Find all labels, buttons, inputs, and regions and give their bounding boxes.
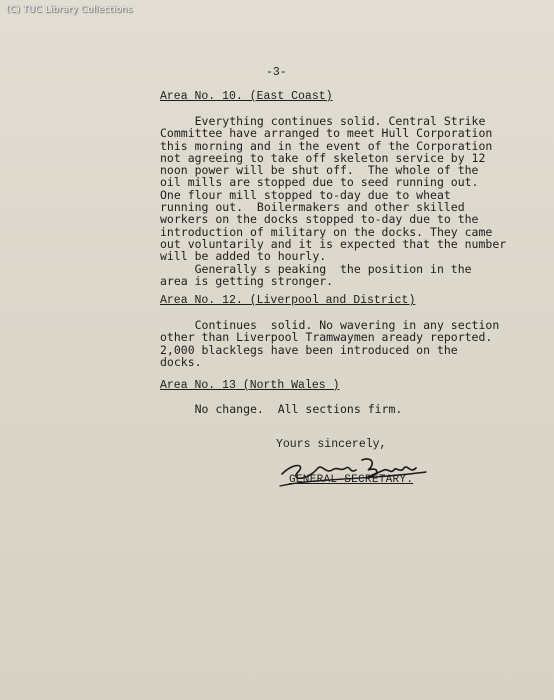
closing-salutation: Yours sincerely,: [276, 438, 387, 451]
section-body-area-12: Continues solid. No wavering in any section other than Liverpool Tramwaymen aready reported. 2,000 blacklegs have been introduced on the docks.: [160, 318, 500, 369]
section-body-area-13: No change. All sections firm.: [160, 402, 403, 416]
section-heading-area-13: Area No. 13 (North Wales ): [160, 379, 340, 392]
section-heading-area-12: Area No. 12. (Liverpool and District): [160, 294, 416, 307]
watermark: (C) TUC Library Collections: [6, 5, 133, 15]
page-number: -3-: [266, 66, 287, 79]
section-heading-area-10: Area No. 10. (East Coast): [160, 90, 333, 103]
section-body-area-10: Everything continues solid. Central Strike Committee have arranged to meet Hull Corporation this morning and in the event of the Corporation not agreeing to take off skeleton service by 12 noon power will be shut off. The whole of the oil mills are stopped due to seed running out. One flour mill stopped to-day due to wheat running out. Boilermakers and other skilled workers on the docks stopped to-day due to the introduction of military on the docks. They came out voluntarily and it is expected that the number will be added to hourly. Generally s peaking the position in the area is getting stronger.: [160, 114, 507, 288]
signatory-title: GENERAL SECRETARY.: [289, 474, 414, 486]
